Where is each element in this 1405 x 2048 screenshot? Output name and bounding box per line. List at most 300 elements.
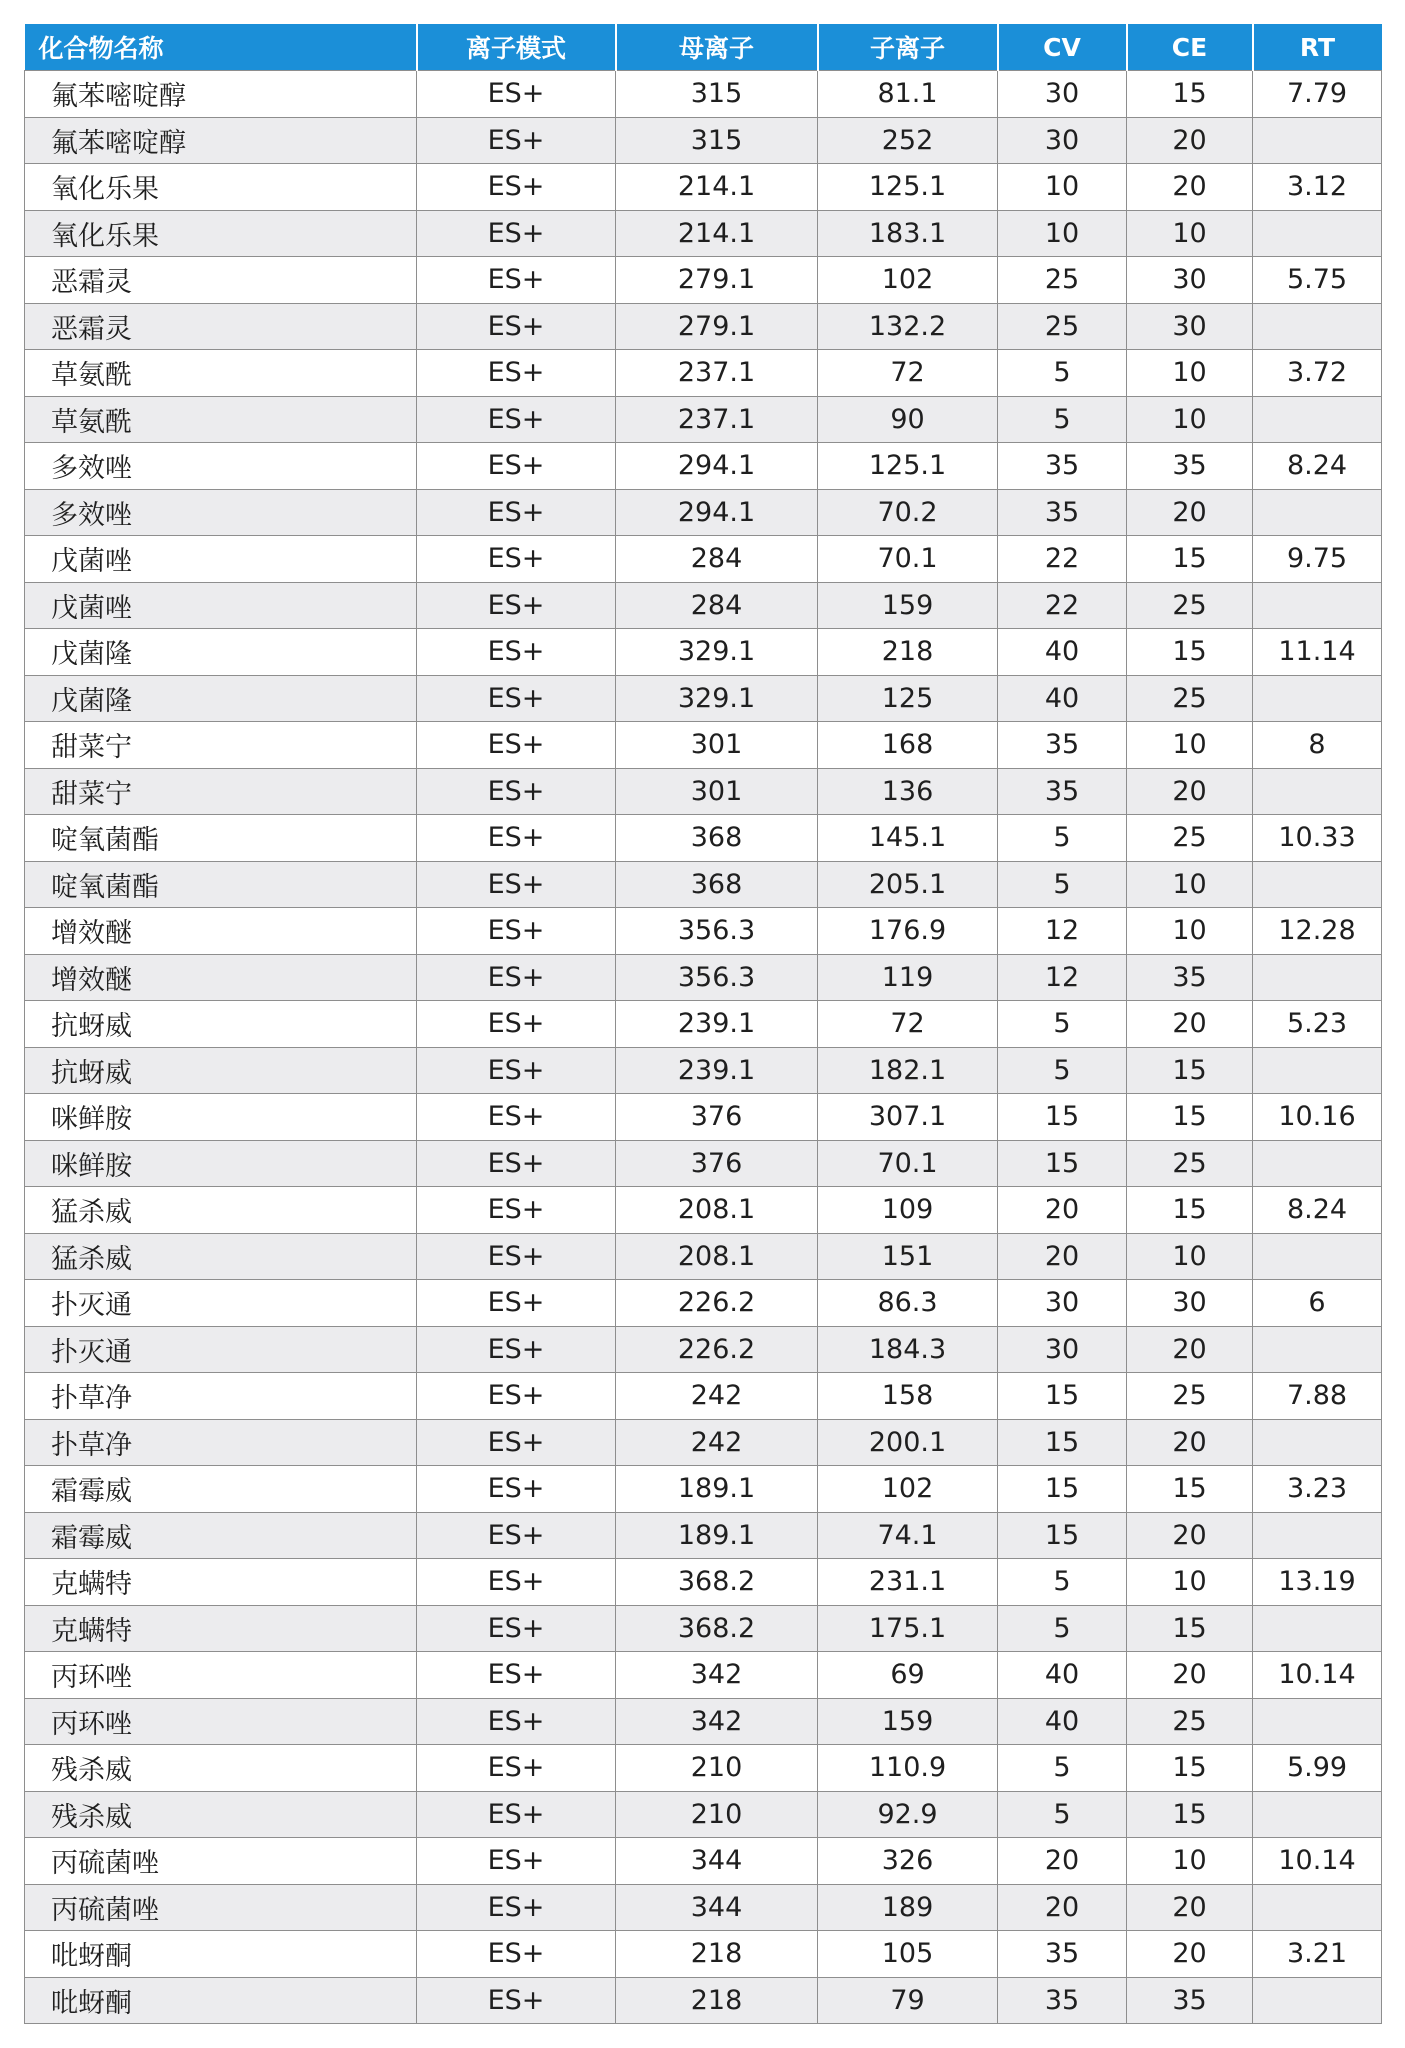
header-cv: CV [998,24,1127,71]
cv-cell: 12 [998,954,1127,1001]
product-ion-cell: 90 [818,396,998,443]
table-row [25,1001,1382,1048]
compound-name-cell: 克螨特 [25,1605,417,1652]
rt-cell [1253,954,1382,1001]
table-row [25,1094,1382,1141]
precursor-ion-cell: 189.1 [616,1512,818,1559]
precursor-ion-cell: 284 [616,582,818,629]
compound-name-cell: 恶霜灵 [25,257,417,304]
table-row [25,1931,1382,1978]
ce-cell: 15 [1127,71,1253,118]
table-row [25,1047,1382,1094]
ce-cell: 35 [1127,443,1253,490]
ce-cell: 30 [1127,1280,1253,1327]
compound-name-cell: 草氨酰 [25,396,417,443]
ion-mode-cell: ES+ [417,1280,616,1327]
cv-cell: 40 [998,629,1127,676]
cv-cell: 35 [998,722,1127,769]
rt-cell: 7.88 [1253,1373,1382,1420]
precursor-ion-cell: 301 [616,768,818,815]
rt-cell [1253,1884,1382,1931]
table-row [25,1233,1382,1280]
rt-cell: 3.21 [1253,1931,1382,1978]
rt-cell: 10.14 [1253,1652,1382,1699]
ion-mode-cell: ES+ [417,164,616,211]
cv-cell: 25 [998,257,1127,304]
header-rt: RT [1253,24,1382,71]
cv-cell: 5 [998,1745,1127,1792]
ion-mode-cell: ES+ [417,71,616,118]
product-ion-cell: 79 [818,1977,998,2024]
ce-cell: 10 [1127,210,1253,257]
table-row [25,675,1382,722]
product-ion-cell: 231.1 [818,1559,998,1606]
table-row [25,303,1382,350]
compound-name-cell: 残杀威 [25,1745,417,1792]
rt-cell [1253,1326,1382,1373]
product-ion-cell: 110.9 [818,1745,998,1792]
ce-cell: 20 [1127,164,1253,211]
compound-name-cell: 戊菌隆 [25,675,417,722]
compound-name-cell: 扑灭通 [25,1326,417,1373]
cv-cell: 30 [998,117,1127,164]
cv-cell: 15 [998,1466,1127,1513]
precursor-ion-cell: 226.2 [616,1280,818,1327]
table-row [25,1745,1382,1792]
header-ce: CE [1127,24,1253,71]
product-ion-cell: 125 [818,675,998,722]
table-row [25,1326,1382,1373]
cv-cell: 35 [998,443,1127,490]
rt-cell: 13.19 [1253,1559,1382,1606]
rt-cell [1253,117,1382,164]
cv-cell: 5 [998,1559,1127,1606]
table-row [25,1419,1382,1466]
precursor-ion-cell: 368 [616,861,818,908]
table-row [25,1884,1382,1931]
rt-cell [1253,1047,1382,1094]
product-ion-cell: 168 [818,722,998,769]
ion-mode-cell: ES+ [417,1745,616,1792]
ce-cell: 15 [1127,1094,1253,1141]
rt-cell [1253,582,1382,629]
compound-name-cell: 扑草净 [25,1419,417,1466]
compound-name-cell: 戊菌唑 [25,582,417,629]
precursor-ion-cell: 368.2 [616,1559,818,1606]
ce-cell: 10 [1127,1838,1253,1885]
precursor-ion-cell: 239.1 [616,1001,818,1048]
ce-cell: 10 [1127,396,1253,443]
ion-mode-cell: ES+ [417,443,616,490]
ion-mode-cell: ES+ [417,257,616,304]
product-ion-cell: 200.1 [818,1419,998,1466]
ce-cell: 10 [1127,861,1253,908]
ce-cell: 35 [1127,1977,1253,2024]
ion-mode-cell: ES+ [417,1838,616,1885]
precursor-ion-cell: 342 [616,1652,818,1699]
product-ion-cell: 86.3 [818,1280,998,1327]
ion-mode-cell: ES+ [417,1652,616,1699]
compound-name-cell: 咪鲜胺 [25,1140,417,1187]
cv-cell: 35 [998,768,1127,815]
cv-cell: 15 [998,1373,1127,1420]
ion-mode-cell: ES+ [417,861,616,908]
ce-cell: 10 [1127,1559,1253,1606]
rt-cell [1253,768,1382,815]
cv-cell: 5 [998,1047,1127,1094]
compound-name-cell: 咪鲜胺 [25,1094,417,1141]
precursor-ion-cell: 344 [616,1838,818,1885]
precursor-ion-cell: 342 [616,1698,818,1745]
ce-cell: 10 [1127,908,1253,955]
compound-name-cell: 霜霉威 [25,1466,417,1513]
ion-mode-cell: ES+ [417,1512,616,1559]
product-ion-cell: 158 [818,1373,998,1420]
compound-name-cell: 克螨特 [25,1559,417,1606]
precursor-ion-cell: 329.1 [616,629,818,676]
precursor-ion-cell: 344 [616,1884,818,1931]
table-row [25,768,1382,815]
ion-mode-cell: ES+ [417,1419,616,1466]
precursor-ion-cell: 218 [616,1977,818,2024]
ion-mode-cell: ES+ [417,117,616,164]
ion-mode-cell: ES+ [417,1977,616,2024]
precursor-ion-cell: 376 [616,1094,818,1141]
ce-cell: 30 [1127,257,1253,304]
table-row [25,1652,1382,1699]
ion-mode-cell: ES+ [417,1605,616,1652]
table-row [25,1559,1382,1606]
cv-cell: 5 [998,1001,1127,1048]
precursor-ion-cell: 356.3 [616,954,818,1001]
ce-cell: 15 [1127,1466,1253,1513]
ce-cell: 25 [1127,582,1253,629]
rt-cell [1253,1698,1382,1745]
rt-cell: 3.23 [1253,1466,1382,1513]
rt-cell: 8.24 [1253,443,1382,490]
cv-cell: 25 [998,303,1127,350]
product-ion-cell: 119 [818,954,998,1001]
cv-cell: 5 [998,396,1127,443]
precursor-ion-cell: 329.1 [616,675,818,722]
product-ion-cell: 70.2 [818,489,998,536]
table-header [25,24,1382,71]
cv-cell: 22 [998,582,1127,629]
compound-name-cell: 草氨酰 [25,350,417,397]
table-row [25,536,1382,583]
ion-mode-cell: ES+ [417,1373,616,1420]
precursor-ion-cell: 315 [616,117,818,164]
cv-cell: 10 [998,210,1127,257]
product-ion-cell: 205.1 [818,861,998,908]
product-ion-cell: 74.1 [818,1512,998,1559]
cv-cell: 30 [998,71,1127,118]
precursor-ion-cell: 210 [616,1745,818,1792]
ion-mode-cell: ES+ [417,815,616,862]
table-row [25,396,1382,443]
precursor-ion-cell: 208.1 [616,1187,818,1234]
product-ion-cell: 218 [818,629,998,676]
ce-cell: 20 [1127,1931,1253,1978]
ce-cell: 30 [1127,303,1253,350]
ce-cell: 25 [1127,1373,1253,1420]
table-row [25,1698,1382,1745]
rt-cell [1253,1419,1382,1466]
precursor-ion-cell: 356.3 [616,908,818,955]
compound-name-cell: 氧化乐果 [25,210,417,257]
rt-cell: 5.75 [1253,257,1382,304]
precursor-ion-cell: 242 [616,1373,818,1420]
ce-cell: 20 [1127,1419,1253,1466]
compound-name-cell: 氟苯嘧啶醇 [25,71,417,118]
ce-cell: 20 [1127,1884,1253,1931]
precursor-ion-cell: 214.1 [616,210,818,257]
table-row [25,1187,1382,1234]
product-ion-cell: 182.1 [818,1047,998,1094]
table-row [25,71,1382,118]
cv-cell: 40 [998,1652,1127,1699]
ion-mode-cell: ES+ [417,1326,616,1373]
rt-cell: 10.16 [1253,1094,1382,1141]
rt-cell: 9.75 [1253,536,1382,583]
product-ion-cell: 183.1 [818,210,998,257]
product-ion-cell: 105 [818,1931,998,1978]
table-row [25,1977,1382,2024]
cv-cell: 5 [998,861,1127,908]
compound-name-cell: 多效唑 [25,443,417,490]
table-row [25,350,1382,397]
compound-name-cell: 扑草净 [25,1373,417,1420]
table-row [25,1373,1382,1420]
product-ion-cell: 92.9 [818,1791,998,1838]
rt-cell [1253,1233,1382,1280]
product-ion-cell: 125.1 [818,164,998,211]
rt-cell: 6 [1253,1280,1382,1327]
product-ion-cell: 81.1 [818,71,998,118]
ce-cell: 10 [1127,1233,1253,1280]
ion-mode-cell: ES+ [417,1001,616,1048]
ion-mode-cell: ES+ [417,1140,616,1187]
rt-cell: 3.72 [1253,350,1382,397]
rt-cell [1253,1605,1382,1652]
table-row [25,1791,1382,1838]
ion-mode-cell: ES+ [417,722,616,769]
ion-mode-cell: ES+ [417,1466,616,1513]
cv-cell: 40 [998,675,1127,722]
compound-name-cell: 霜霉威 [25,1512,417,1559]
table-row [25,908,1382,955]
product-ion-cell: 145.1 [818,815,998,862]
table-row [25,489,1382,536]
rt-cell: 10.14 [1253,1838,1382,1885]
compound-name-cell: 吡蚜酮 [25,1977,417,2024]
compound-name-cell: 增效醚 [25,954,417,1001]
ce-cell: 25 [1127,675,1253,722]
table-row [25,1605,1382,1652]
compound-name-cell: 丙环唑 [25,1698,417,1745]
table-row [25,1838,1382,1885]
compound-name-cell: 啶氧菌酯 [25,861,417,908]
cv-cell: 40 [998,1698,1127,1745]
rt-cell: 7.79 [1253,71,1382,118]
cv-cell: 12 [998,908,1127,955]
compound-name-cell: 戊菌唑 [25,536,417,583]
ion-mode-cell: ES+ [417,489,616,536]
rt-cell [1253,861,1382,908]
rt-cell: 8 [1253,722,1382,769]
cv-cell: 15 [998,1419,1127,1466]
precursor-ion-cell: 315 [616,71,818,118]
precursor-ion-cell: 284 [616,536,818,583]
precursor-ion-cell: 242 [616,1419,818,1466]
rt-cell: 12.28 [1253,908,1382,955]
product-ion-cell: 136 [818,768,998,815]
ion-mode-cell: ES+ [417,1094,616,1141]
product-ion-cell: 189 [818,1884,998,1931]
ion-mode-cell: ES+ [417,1884,616,1931]
compound-name-cell: 丙环唑 [25,1652,417,1699]
table-row [25,210,1382,257]
ce-cell: 20 [1127,117,1253,164]
cv-cell: 35 [998,1931,1127,1978]
table-row [25,815,1382,862]
ion-mode-cell: ES+ [417,629,616,676]
product-ion-cell: 70.1 [818,1140,998,1187]
product-ion-cell: 307.1 [818,1094,998,1141]
compound-name-cell: 猛杀威 [25,1233,417,1280]
ion-mode-cell: ES+ [417,1931,616,1978]
compound-name-cell: 啶氧菌酯 [25,815,417,862]
ce-cell: 20 [1127,1512,1253,1559]
product-ion-cell: 159 [818,1698,998,1745]
rt-cell: 8.24 [1253,1187,1382,1234]
compound-name-cell: 吡蚜酮 [25,1931,417,1978]
product-ion-cell: 132.2 [818,303,998,350]
ion-mode-cell: ES+ [417,908,616,955]
precursor-ion-cell: 279.1 [616,257,818,304]
product-ion-cell: 102 [818,1466,998,1513]
ce-cell: 20 [1127,768,1253,815]
cv-cell: 15 [998,1140,1127,1187]
table-row [25,1280,1382,1327]
ion-mode-cell: ES+ [417,1559,616,1606]
product-ion-cell: 69 [818,1652,998,1699]
precursor-ion-cell: 237.1 [616,350,818,397]
ion-mode-cell: ES+ [417,582,616,629]
table-row [25,861,1382,908]
product-ion-cell: 72 [818,350,998,397]
rt-cell [1253,675,1382,722]
ce-cell: 25 [1127,815,1253,862]
ce-cell: 10 [1127,350,1253,397]
ce-cell: 15 [1127,536,1253,583]
ion-mode-cell: ES+ [417,396,616,443]
rt-cell [1253,396,1382,443]
table-row [25,1466,1382,1513]
precursor-ion-cell: 376 [616,1140,818,1187]
table-row [25,954,1382,1001]
ce-cell: 20 [1127,1001,1253,1048]
cv-cell: 15 [998,1512,1127,1559]
compound-name-cell: 甜菜宁 [25,722,417,769]
ce-cell: 25 [1127,1698,1253,1745]
ce-cell: 35 [1127,954,1253,1001]
product-ion-cell: 102 [818,257,998,304]
product-ion-cell: 175.1 [818,1605,998,1652]
table-row [25,117,1382,164]
product-ion-cell: 72 [818,1001,998,1048]
product-ion-cell: 151 [818,1233,998,1280]
cv-cell: 5 [998,815,1127,862]
ion-mode-cell: ES+ [417,768,616,815]
compound-name-cell: 残杀威 [25,1791,417,1838]
ce-cell: 20 [1127,1326,1253,1373]
product-ion-cell: 252 [818,117,998,164]
cv-cell: 22 [998,536,1127,583]
ce-cell: 20 [1127,489,1253,536]
precursor-ion-cell: 214.1 [616,164,818,211]
cv-cell: 5 [998,1791,1127,1838]
ion-mode-cell: ES+ [417,303,616,350]
compound-name-cell: 抗蚜威 [25,1001,417,1048]
rt-cell [1253,1140,1382,1187]
rt-cell: 3.12 [1253,164,1382,211]
rt-cell [1253,1791,1382,1838]
product-ion-cell: 159 [818,582,998,629]
product-ion-cell: 70.1 [818,536,998,583]
rt-cell: 5.23 [1253,1001,1382,1048]
rt-cell: 5.99 [1253,1745,1382,1792]
compound-name-cell: 戊菌隆 [25,629,417,676]
compound-name-cell: 氟苯嘧啶醇 [25,117,417,164]
table-row [25,582,1382,629]
cv-cell: 5 [998,350,1127,397]
product-ion-cell: 125.1 [818,443,998,490]
header-ion-mode: 离子模式 [417,24,616,71]
precursor-ion-cell: 210 [616,1791,818,1838]
table-row [25,1512,1382,1559]
precursor-ion-cell: 189.1 [616,1466,818,1513]
precursor-ion-cell: 368.2 [616,1605,818,1652]
ion-mode-cell: ES+ [417,1187,616,1234]
compound-name-cell: 猛杀威 [25,1187,417,1234]
table-row [25,164,1382,211]
compound-name-cell: 甜菜宁 [25,768,417,815]
ce-cell: 15 [1127,1605,1253,1652]
rt-cell [1253,1512,1382,1559]
precursor-ion-cell: 237.1 [616,396,818,443]
precursor-ion-cell: 294.1 [616,443,818,490]
compound-name-cell: 增效醚 [25,908,417,955]
ion-mode-cell: ES+ [417,1233,616,1280]
cv-cell: 35 [998,1977,1127,2024]
ion-mode-cell: ES+ [417,1047,616,1094]
cv-cell: 20 [998,1884,1127,1931]
ion-mode-cell: ES+ [417,1791,616,1838]
ce-cell: 15 [1127,1791,1253,1838]
ion-mode-cell: ES+ [417,536,616,583]
compound-name-cell: 抗蚜威 [25,1047,417,1094]
cv-cell: 20 [998,1838,1127,1885]
ion-mode-cell: ES+ [417,210,616,257]
ce-cell: 25 [1127,1140,1253,1187]
product-ion-cell: 184.3 [818,1326,998,1373]
ion-mode-cell: ES+ [417,675,616,722]
cv-cell: 30 [998,1326,1127,1373]
cv-cell: 5 [998,1605,1127,1652]
cv-cell: 35 [998,489,1127,536]
compound-name-cell: 恶霜灵 [25,303,417,350]
